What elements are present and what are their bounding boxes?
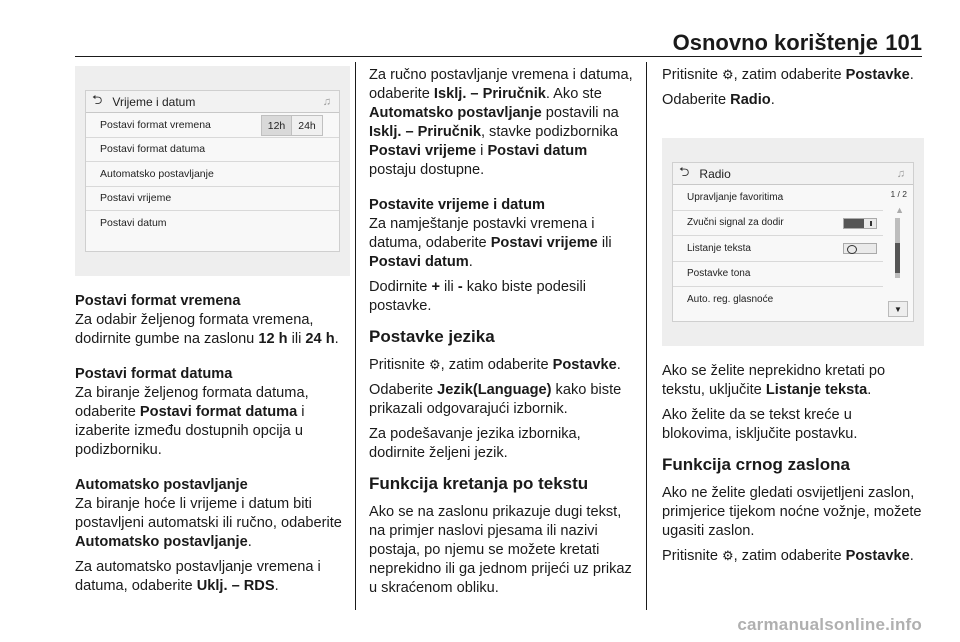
menu-item-time-format[interactable] [86,113,339,138]
bold-text: Uklj. – RDS [196,578,275,594]
bold-text: Postavi datum [369,254,469,270]
heading-auto-set: Automatsko postavljanje [75,477,248,493]
text: Ako se želite neprekidno kretati po tekstu, uključite [662,363,886,398]
text: postavili na [541,105,619,121]
text: . Ako ste [545,86,602,102]
menu-item-label: Postavi format datuma [100,143,206,156]
paragraph [662,91,924,110]
bold-text: 24 h [305,331,335,347]
bold-text: Radio [730,92,771,108]
bold-text: Postavi datum [487,143,588,159]
page-header-title: Osnovno korištenje [672,30,878,55]
text: Odaberite [662,92,731,108]
music-note-icon: ♫ [322,95,331,108]
menu-item-label: Automatsko postavljanje [100,167,214,180]
12h-button[interactable]: 12h [262,116,292,135]
menu-item-label: Postavi datum [100,217,167,230]
menu-item-label: Postavi vrijeme [100,192,172,205]
text: Odaberite [369,382,438,398]
touch-beep-toggle[interactable] [843,218,877,229]
screen-time-date [85,90,340,252]
watermark: carmanualsonline.info [737,615,922,634]
heading-set-time-date: Postavite vrijeme i datum [369,197,546,213]
text: . [468,254,473,270]
text: kako biste podesili postavke. [369,279,587,314]
paragraph [75,558,350,596]
screenshot-time-date [75,66,350,276]
bold-text: Postavke [845,548,910,564]
menu-item-date-format[interactable] [86,138,339,163]
text: Pritisnite [369,357,430,373]
screenshot-radio [662,138,924,346]
time-format-toggle [261,115,323,136]
screen-title: Radio [699,166,731,181]
text: Za ručno postavljanje vremena i datuma, odaberite [369,67,633,102]
text: ili [287,331,306,347]
24h-button[interactable]: 24h [292,116,322,135]
text: . [274,578,279,594]
menu-item-label: Postavke tona [687,268,751,280]
text: i [476,143,488,159]
section-heading-black-screen: Funkcija crnog zaslona [662,455,850,474]
text: , zatim odaberite [440,357,553,373]
menu-item-auto-volume[interactable] [673,287,883,313]
text: Za biranje hoće li vrijeme i datum biti postavljeni automatski ili ručno, odaberite [75,496,342,531]
text: Dodirnite [369,279,432,295]
text: Za biranje željenog formata datuma, odaberite [75,385,309,420]
text: . [909,548,914,564]
text: . [334,331,339,347]
text: . [770,92,775,108]
screen-title: Vrijeme i datum [112,94,196,109]
bold-text: + [431,279,440,295]
page-number: 101 [885,30,922,55]
menu-item-set-time[interactable] [86,187,339,212]
scrollbar[interactable] [883,185,913,321]
text: ili [597,235,612,251]
scroll-thumb[interactable] [895,243,900,273]
column-2 [369,66,637,604]
back-arrow-icon[interactable]: ⮌ [92,91,103,107]
text-scroll-toggle[interactable] [843,243,877,254]
menu-item-favourites[interactable] [673,185,883,211]
screen-titlebar [86,91,339,113]
screen-radio [672,162,914,322]
text: Za automatsko postavljanje vremena i datuma, odaberite [75,559,321,594]
text: ili [440,279,458,295]
paragraph [369,278,637,316]
settings-icon: ⚙ [722,548,734,563]
text: i izaberite između dostupnih opcija u podizborniku. [75,404,305,458]
menu-item-label: Auto. reg. glasnoće [687,294,774,306]
text: Pritisnite [662,548,723,564]
music-note-icon: ♫ [896,167,905,180]
scroll-up-icon[interactable]: ▲ [895,205,904,215]
menu-item-label: Postavi format vremena [100,118,211,131]
bold-text: 12 h [258,331,288,347]
text: Za odabir željenog formata vremena, dodirnite gumbe na zaslonu [75,312,314,347]
text: , zatim odaberite [733,67,846,83]
column-3-lower [662,362,924,572]
heading-date-format: Postavi format datuma [75,366,233,382]
paragraph [75,495,350,552]
bold-text: Postavi format datuma [139,404,298,420]
paragraph [369,381,637,419]
menu-item-label: Zvučni signal za dodir [687,217,784,229]
paragraph [369,215,637,272]
scroll-down-icon[interactable]: ▼ [888,301,908,317]
text: . [247,534,252,550]
text: kako biste prikazali odgovarajući izbornik. [369,382,622,417]
menu-item-touch-beep[interactable] [673,211,883,237]
text: , stavke podizbornika [480,124,619,140]
menu-item-auto-set[interactable] [86,162,339,187]
bold-text: Postavke [845,67,910,83]
text: . [867,382,872,398]
text: Pritisnite [662,67,723,83]
text: Za namještanje postavki vremena i datuma, odaberite [369,216,595,251]
column-divider-1 [355,62,356,610]
back-arrow-icon[interactable]: ⮌ [679,163,690,179]
paragraph [75,311,350,349]
settings-icon: ⚙ [722,67,734,82]
section-heading-language: Postavke jezika [369,327,495,346]
paragraph [662,66,924,85]
paragraph [369,356,637,375]
heading-time-format: Postavi format vremena [75,293,241,309]
settings-icon: ⚙ [429,357,441,372]
bold-text: Jezik(Language) [437,382,552,398]
bold-text: Automatsko postavljanje [369,105,542,121]
bold-text: Isklj. – Priručnik [433,86,546,102]
bold-text: Listanje teksta [765,382,868,398]
text: . [616,357,621,373]
text: , zatim odaberite [733,548,846,564]
menu-item-text-scroll[interactable] [673,236,883,262]
paragraph: Za podešavanje jezika izbornika, dodirnite željeni jezik. [369,426,581,461]
header-divider [75,56,922,57]
paragraph [662,362,924,400]
page-indicator: 1 / 2 [890,189,907,199]
paragraph [369,66,637,180]
menu-item-label: Upravljanje favoritima [687,191,784,203]
bold-text: - [457,279,463,295]
text: . [909,67,914,83]
bold-text: Postavke [552,357,617,373]
column-1 [75,292,350,602]
menu-item-tone-settings[interactable] [673,262,883,288]
paragraph: Ako želite da se tekst kreće u blokovima, isključite postavku. [662,407,858,442]
bold-text: Postavi vrijeme [490,235,598,251]
bold-text: Isklj. – Priručnik [369,124,481,140]
menu-item-set-date[interactable] [86,211,339,236]
screen-titlebar [673,163,913,185]
paragraph: Ako ne želite gledati osvijetljeni zaslon, primjerice tijekom noćne vožnje, možete ugasiti zaslon. [662,485,922,539]
column-divider-2 [646,62,647,610]
radio-settings-list [673,185,883,313]
bold-text: Postavi vrijeme [369,143,477,159]
column-3 [662,66,924,116]
menu-item-label: Listanje teksta [687,242,751,254]
paragraph: Ako se na zaslonu prikazuje dugi tekst, na primjer naslovi pjesama ili nazivi postaja, po njemu se možete kretati neprekidno ili ga jednom prijeći uz prikaz u skraćenom obliku. [369,504,632,596]
section-heading-text-scroll: Funkcija kretanja po tekstu [369,474,589,493]
text: postaju dostupne. [369,162,485,178]
paragraph [75,384,350,460]
bold-text: Automatsko postavljanje [75,534,248,550]
paragraph [662,547,924,566]
